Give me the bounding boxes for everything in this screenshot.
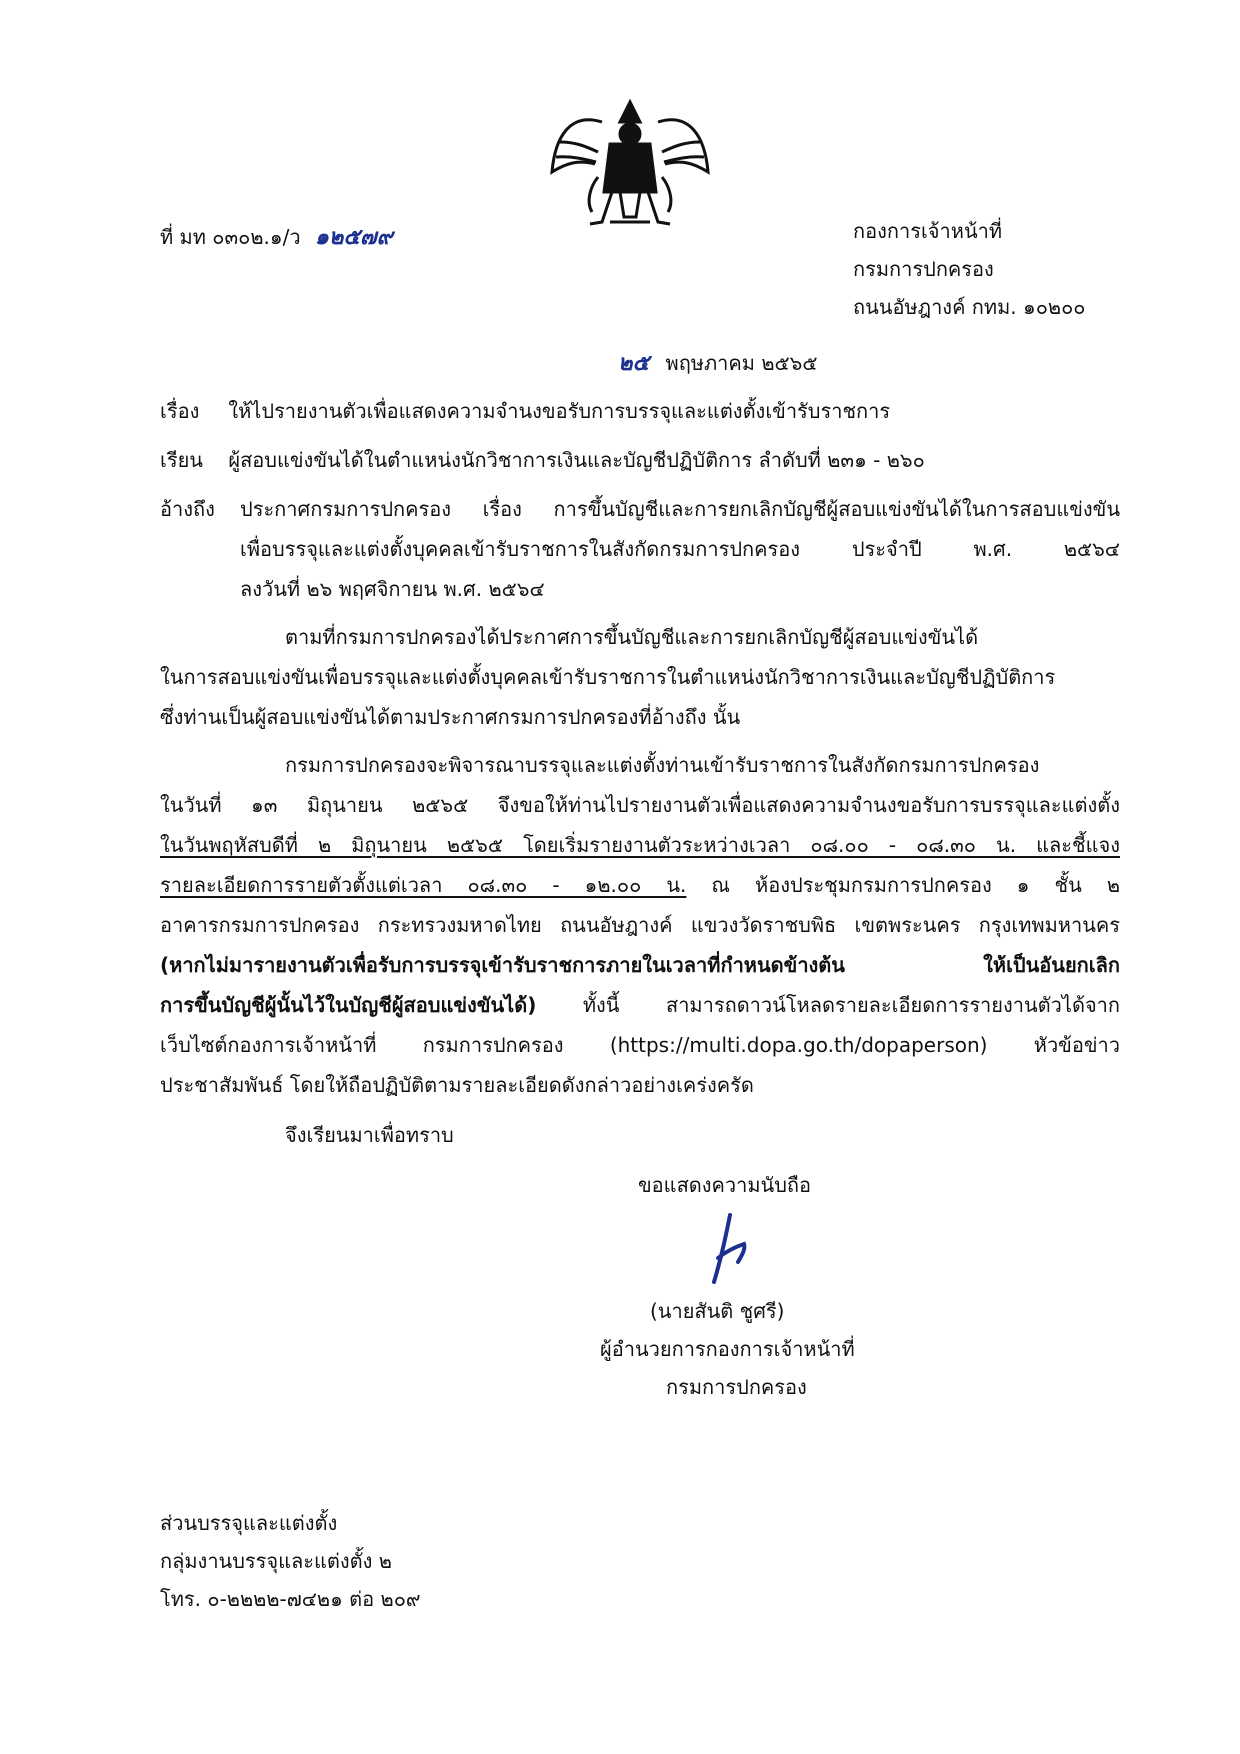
- subject-text: ให้ไปรายงานตัวเพื่อแสดงความจำนงขอรับการบรรจุและแต่งตั้งเข้ารับราชการ: [228, 399, 891, 423]
- para2-line-4-rest: ณ ห้องประชุมกรมการปกครอง ๑ ชั้น ๒: [686, 873, 1120, 897]
- sender-line-1: กองการเจ้าหน้าที่: [853, 219, 1003, 243]
- para2-line-7: [160, 990, 1120, 1020]
- para2-line-8: เว็บไซต์กองการเจ้าหน้าที่ กรมการปกครอง (https://multi.dopa.go.th/dopaperson) หัวข้อข่าว: [160, 1033, 1120, 1057]
- footer-line-2: กลุ่มงานบรรจุและแต่งตั้ง ๒: [160, 1549, 392, 1573]
- reference-line-3: ลงวันที่ ๒๖ พฤศจิกายน พ.ศ. ๒๕๖๔: [240, 577, 545, 601]
- para1-line-3: ซึ่งท่านเป็นผู้สอบแข่งขันได้ตามประกาศกรมการปกครองที่อ้างถึง นั้น: [160, 705, 741, 729]
- subject-line: [160, 396, 890, 426]
- para2-line-3: ในวันพฤหัสบดีที่ ๒ มิถุนายน ๒๕๖๕ โดยเริ่มรายงานตัวระหว่างเวลา ๐๘.๐๐ - ๐๘.๓๐ น. และชี้แจง: [160, 833, 1120, 857]
- signature-mark: [700, 1210, 760, 1290]
- para2-line-1: กรมการปกครองจะพิจารณาบรรจุและแต่งตั้งท่านเข้ารับราชการในสังกัดกรมการปกครอง: [285, 753, 1040, 777]
- reference-line-2: เพื่อบรรจุและแต่งตั้งบุคคลเข้ารับราชการในสังกัดกรมการปกครอง ประจำปี พ.ศ. ๒๕๖๔: [240, 537, 1120, 561]
- para2-line-7-rest: ทั้งนี้ สามารถดาวน์โหลดรายละเอียดการรายงานตัวได้จาก: [536, 993, 1120, 1017]
- para2-line-4-underlined: รายละเอียดการรายตัวตั้งแต่เวลา ๐๘.๓๐ - ๑๒.๐๐ น.: [160, 873, 687, 897]
- garuda-emblem-icon: [540, 82, 720, 242]
- addressee-line: [160, 445, 925, 475]
- para2-line-9: ประชาสัมพันธ์ โดยให้ถือปฏิบัติตามรายละเอียดดังกล่าวอย่างเคร่งครัด: [160, 1073, 754, 1097]
- regards-text: ขอแสดงความนับถือ: [638, 1173, 812, 1197]
- date-month-year: พฤษภาคม ๒๕๖๕: [665, 351, 818, 375]
- signer-title-1: ผู้อำนวยการกองการเจ้าหน้าที่: [600, 1337, 855, 1361]
- para2-line-5: อาคารกรมการปกครอง กระทรวงมหาดไทย ถนนอัษฎางค์ แขวงวัดราชบพิธ เขตพระนคร กรุงเทพมหานคร: [160, 913, 1120, 937]
- reference-line-1: ประกาศกรมการปกครอง เรื่อง การขึ้นบัญชีและการยกเลิกบัญชีผู้สอบแข่งขันได้ในการสอบแข่งขัน: [240, 497, 1120, 521]
- reference-prefix: ที่ มท ๐๓๐๒.๑/ว: [160, 225, 301, 249]
- addressee-text: ผู้สอบแข่งขันได้ในตำแหน่งนักวิชาการเงินและบัญชีปฏิบัติการ ลำดับที่ ๒๓๑ - ๒๖๐: [228, 448, 925, 472]
- para2-line-4: [160, 870, 1120, 900]
- signer-name: (นายสันติ ชูศรี): [650, 1299, 785, 1323]
- closing-text: จึงเรียนมาเพื่อทราบ: [285, 1123, 454, 1147]
- subject-label: เรื่อง: [160, 399, 200, 423]
- para2-line-7-bold: การขึ้นบัญชีผู้นั้นไว้ในบัญชีผู้สอบแข่งขันได้): [160, 993, 537, 1017]
- sender-line-3: ถนนอัษฎางค์ กทม. ๑๐๒๐๐: [853, 295, 1086, 319]
- para1-line-1: ตามที่กรมการปกครองได้ประกาศการขึ้นบัญชีและการยกเลิกบัญชีผู้สอบแข่งขันได้: [285, 625, 979, 649]
- signer-title-2: กรมการปกครอง: [666, 1375, 807, 1399]
- reference-number: [160, 222, 393, 252]
- footer-line-3: โทร. ๐-๒๒๒๒-๗๔๒๑ ต่อ ๒๐๙: [160, 1587, 421, 1611]
- footer-line-1: ส่วนบรรจุและแต่งตั้ง: [160, 1511, 338, 1535]
- sender-line-2: กรมการปกครอง: [853, 257, 994, 281]
- addressee-label: เรียน: [160, 448, 203, 472]
- para2-line-6: (หากไม่มารายงานตัวเพื่อรับการบรรจุเข้ารับราชการภายในเวลาที่กำหนดข้างต้น ให้เป็นอันยกเลิก: [160, 953, 1120, 977]
- reference-label: อ้างถึง: [160, 497, 215, 521]
- reference-handwritten: ๑๒๕๗๙: [314, 224, 393, 250]
- para1-line-2: ในการสอบแข่งขันเพื่อบรรจุและแต่งตั้งบุคคลเข้ารับราชการในตำแหน่งนักวิชาการเงินและบัญชีปฏิบัติการ: [160, 665, 1056, 689]
- para2-line-2: ในวันที่ ๑๓ มิถุนายน ๒๕๖๕ จึงขอให้ท่านไปรายงานตัวเพื่อแสดงความจำนงขอรับการบรรจุและแต่งตั้ง: [160, 793, 1120, 817]
- date-day-handwritten: ๒๕: [618, 350, 650, 376]
- letter-date: [618, 348, 817, 378]
